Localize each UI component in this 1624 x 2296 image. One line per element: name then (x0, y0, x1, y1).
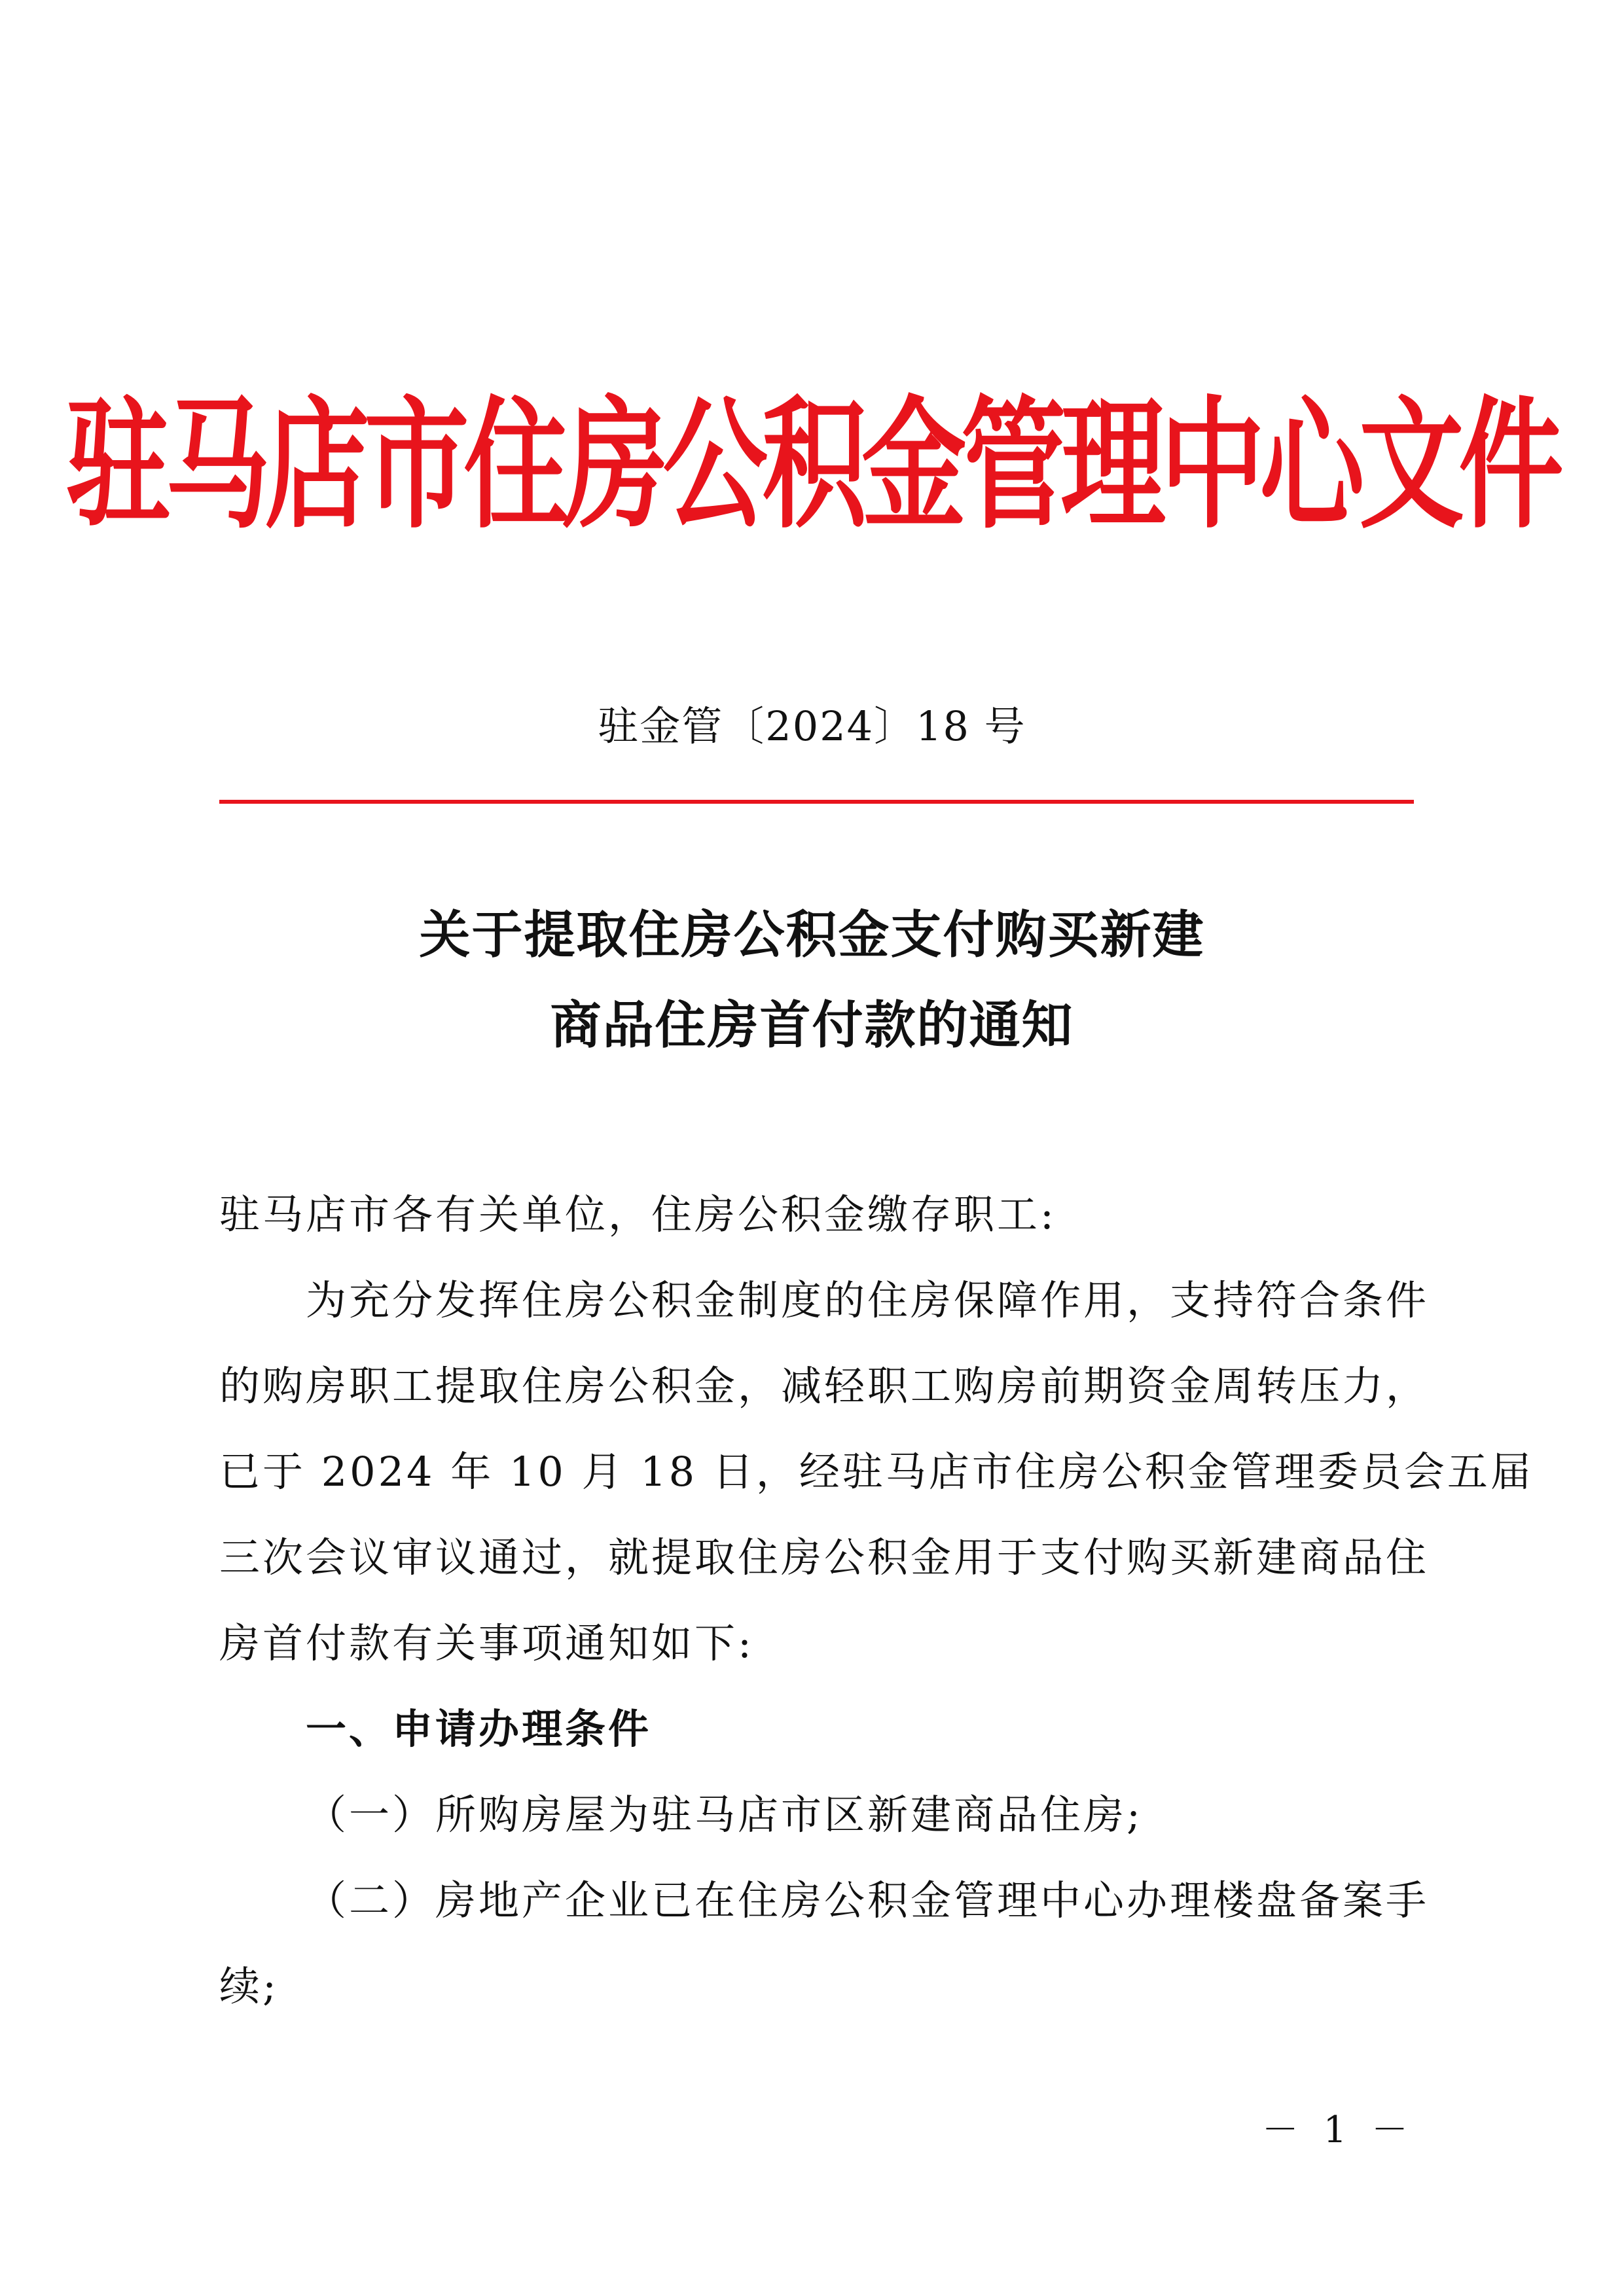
list-item: （二）房地产企业已在住房公积金管理中心办理楼盘备案手 (306, 1876, 1430, 1924)
notice-subject (0, 890, 1624, 1071)
paragraph-line: 的购房职工提取住房公积金，减轻职工购房前期资金周转压力， (219, 1362, 1430, 1410)
page-number: － 1 － (1261, 2109, 1415, 2151)
list-item-continuation: 续; (219, 1962, 279, 2010)
agency-header-title: 驻马店市住房公积金管理中心文件 (65, 382, 1559, 548)
paragraph-line: 房首付款有关事项通知如下: (219, 1619, 754, 1667)
salutation: 驻马店市各有关单位，住房公积金缴存职工: (219, 1191, 1056, 1238)
subject-line-2: 商品住房首付款的通知 (550, 996, 1074, 1055)
paragraph-line: 为充分发挥住房公积金制度的住房保障作用，支持符合条件 (306, 1276, 1430, 1324)
red-divider-line (219, 800, 1414, 804)
paragraph-line: 已于 2024 年 10 月 18 日，经驻马店市住房公积金管理委员会五届 (219, 1448, 1534, 1496)
list-item: （一）所购房屋为驻马店市区新建商品住房; (306, 1791, 1143, 1839)
document-body (219, 1172, 1534, 2029)
paragraph-line: 三次会议审议通过，就提取住房公积金用于支付购买新建商品住 (219, 1534, 1430, 1581)
subject-line-1: 关于提取住房公积金支付购买新建 (419, 905, 1205, 965)
document-number: 驻金管〔2024〕18 号 (598, 702, 1026, 750)
section-heading: 一、申请办理条件 (306, 1705, 652, 1753)
